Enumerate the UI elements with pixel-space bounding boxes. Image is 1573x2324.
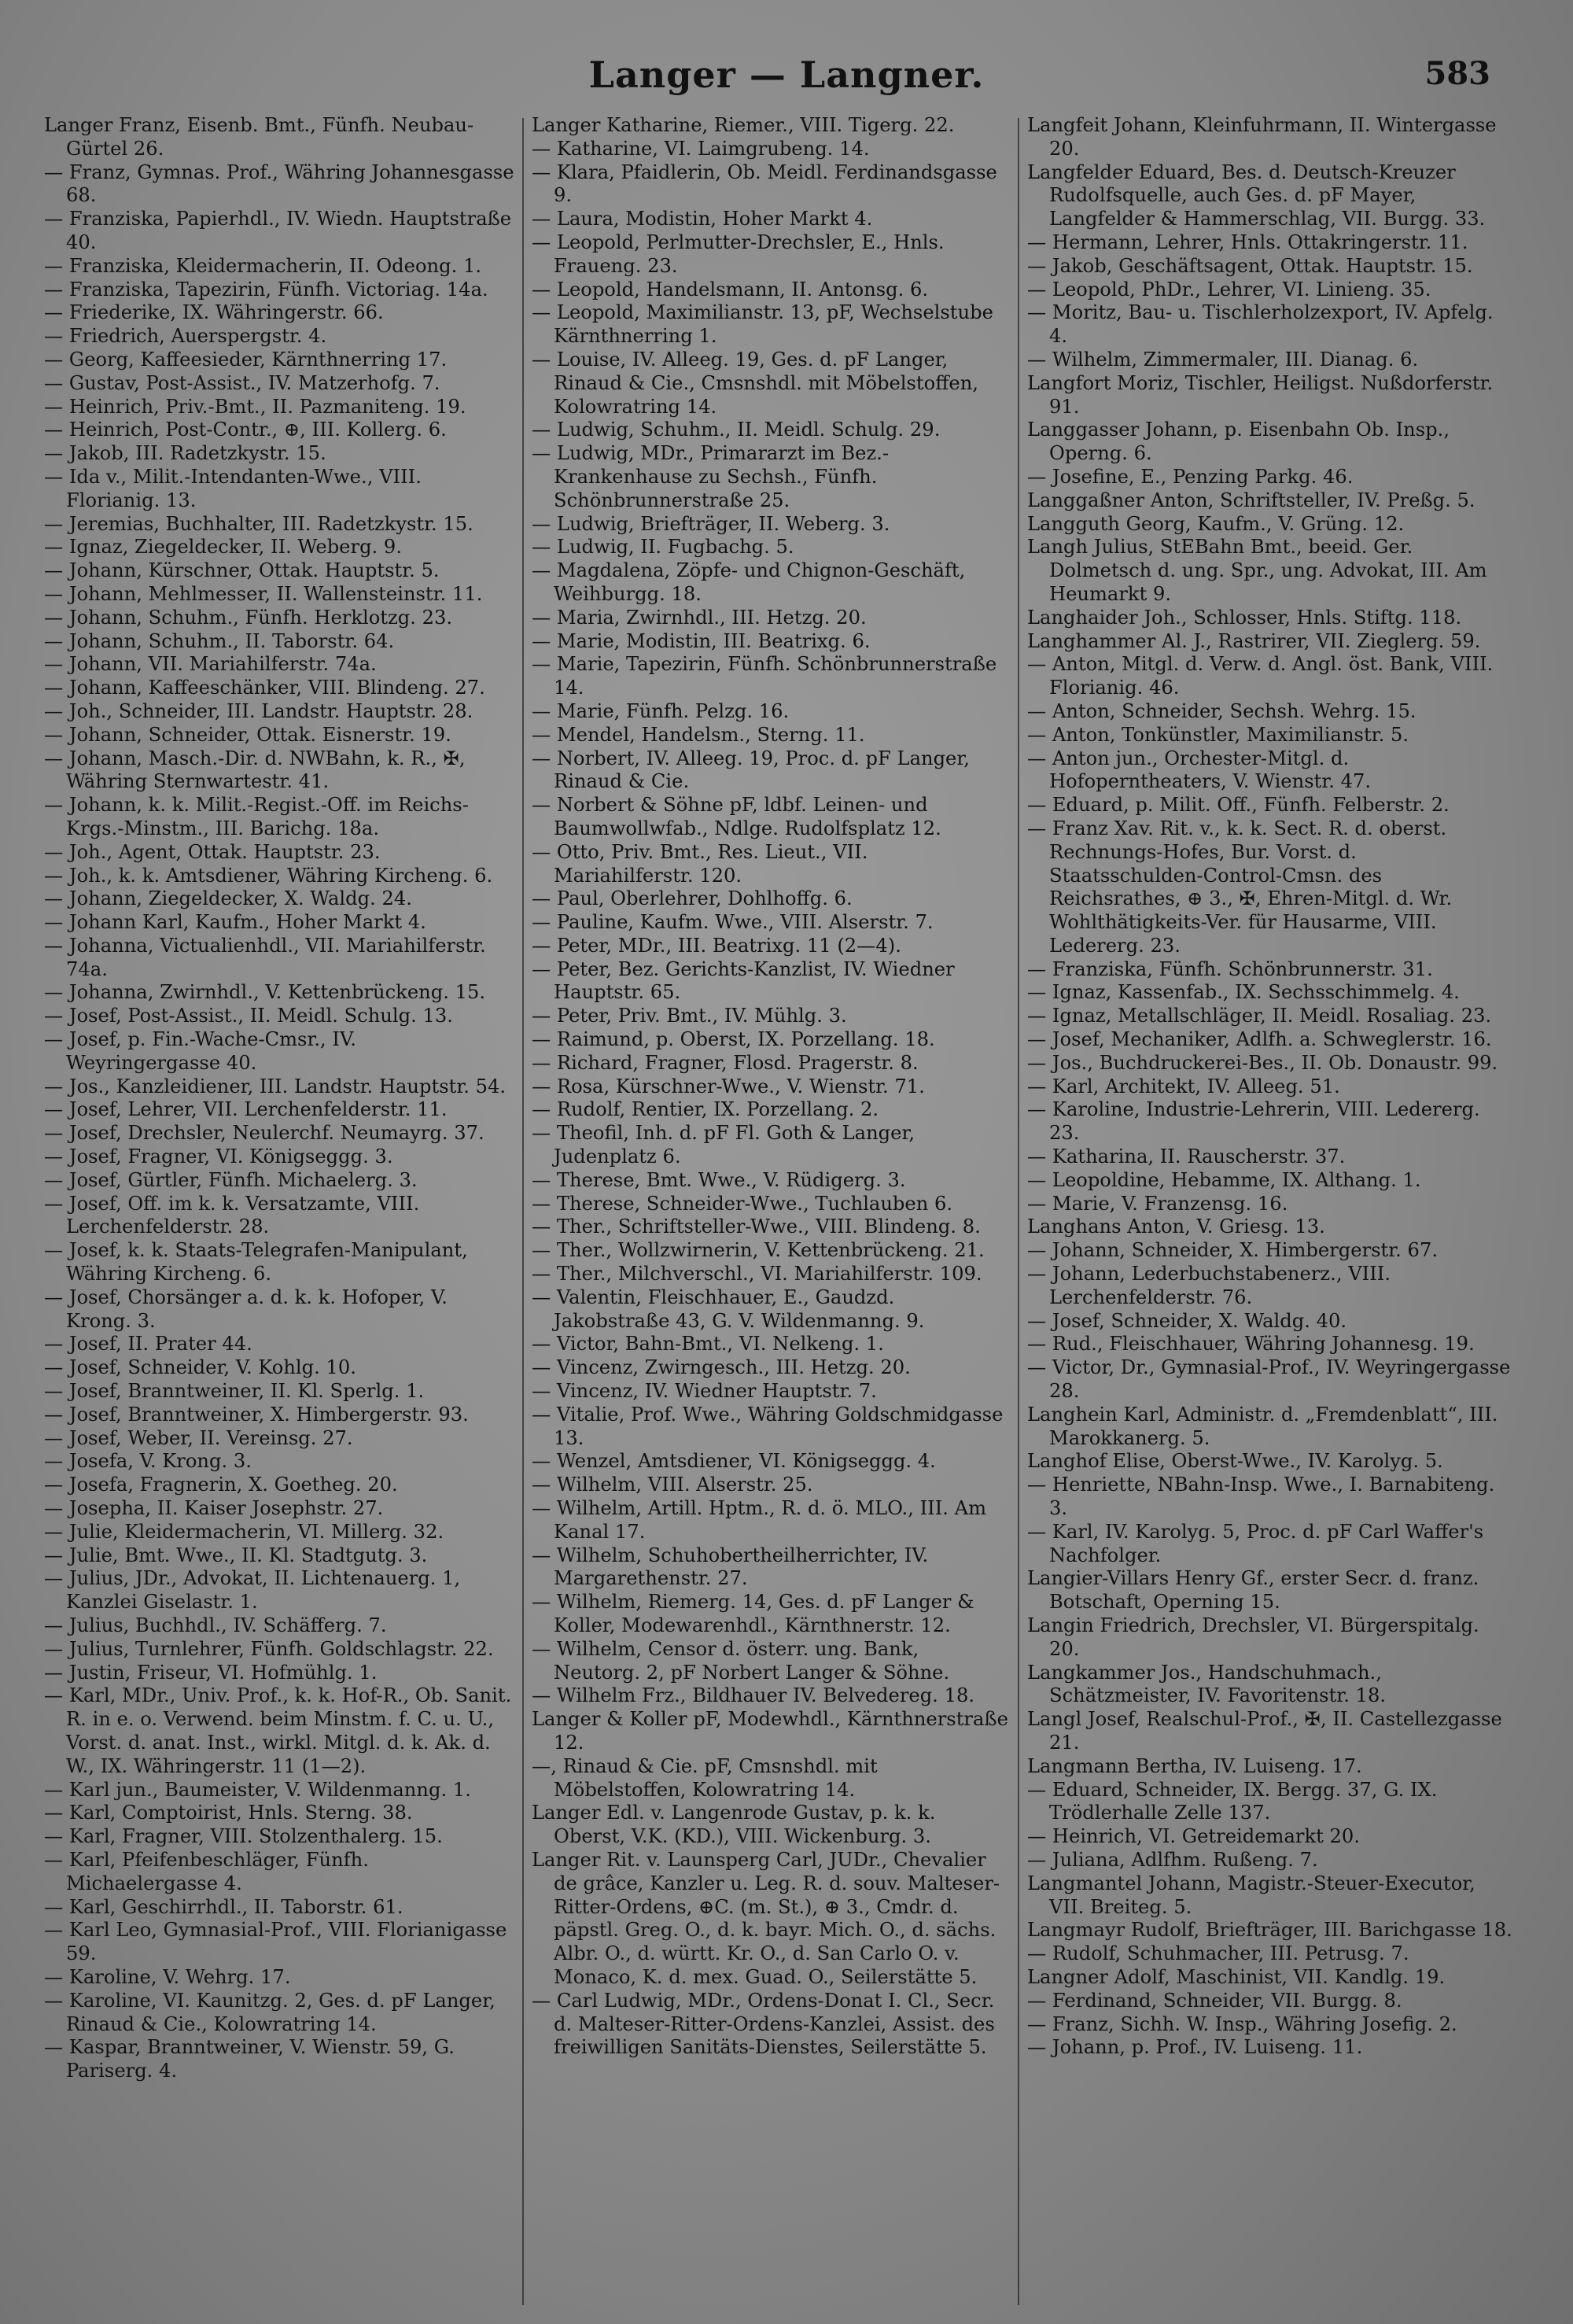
directory-entry: — Josef, Branntweiner, X. Himbergerstr. 93. xyxy=(44,1403,469,1426)
directory-entry: Langfort Moriz, Tischler, Heiligst. Nußdorferstr. 91. xyxy=(1027,371,1494,418)
directory-entry: — Karl Leo, Gymnasial-Prof., VIII. Florianigasse 59. xyxy=(44,1919,507,1965)
directory-entry: — Franziska, Kleidermacherin, II. Odeong. 1. xyxy=(44,254,482,277)
column-middle xyxy=(532,114,1010,2301)
directory-entry: — Johann, p. Prof., IV. Luiseng. 11. xyxy=(1027,2036,1363,2059)
directory-entry: — Franziska, Papierhdl., IV. Wiedn. Hauptstraße 40. xyxy=(44,208,512,253)
directory-entry: Langfeit Johann, Kleinfuhrmann, II. Wintergasse 20. xyxy=(1027,114,1497,160)
directory-entry: — Jos., Kanzleidiener, III. Landstr. Hauptstr. 54. xyxy=(44,1075,507,1097)
directory-entry: — Vitalie, Prof. Wwe., Währing Goldschmidgasse 13. xyxy=(532,1403,1004,1449)
directory-entry: — Josef, Schneider, V. Kohlg. 10. xyxy=(44,1356,356,1379)
directory-entry: Langguth Georg, Kaufm., V. Grüng. 12. xyxy=(1027,512,1405,535)
directory-entry: — Josef, k. k. Staats-Telegrafen-Manipulant, Währing Kircheng. 6. xyxy=(44,1239,468,1286)
directory-entry: — Leopoldine, Hebamme, IX. Althang. 1. xyxy=(1027,1168,1421,1191)
directory-entry: — Jakob, III. Radetzkystr. 15. xyxy=(44,442,326,465)
running-title: Langer — Langner. xyxy=(588,53,985,96)
directory-entry: Langer & Koller pF, Modewhdl., Kärnthnerstraße 12. xyxy=(532,1708,1008,1754)
directory-entry: — Josef, Schneider, X. Waldg. 40. xyxy=(1027,1309,1347,1332)
directory-entry: — Josef, p. Fin.-Wache-Cmsr., IV. Weyringergasse 40. xyxy=(44,1028,356,1074)
directory-entry: — Therese, Bmt. Wwe., V. Rüdigerg. 3. xyxy=(532,1168,906,1191)
directory-entry: Langl Josef, Realschul-Prof., ✠, II. Castellezgasse 21. xyxy=(1027,1708,1502,1754)
directory-entry: — Anton, Mitgl. d. Verw. d. Angl. öst. Bank, VIII. Florianig. 46. xyxy=(1027,653,1494,699)
directory-entry: — Julie, Kleidermacherin, VI. Millerg. 32. xyxy=(44,1520,444,1543)
directory-entry: — Jos., Buchdruckerei-Bes., II. Ob. Donaustr. 99. xyxy=(1027,1051,1498,1074)
directory-entry: — Josef, Fragner, VI. Königseggg. 3. xyxy=(44,1145,393,1168)
directory-entry: — Ther., Wollzwirnerin, V. Kettenbrückeng. 21. xyxy=(532,1239,985,1262)
directory-entry: — Johanna, Zwirnhdl., V. Kettenbrückeng. 15. xyxy=(44,981,486,1004)
directory-entry: — Julius, Turnlehrer, Fünfh. Goldschlagstr. 22. xyxy=(44,1637,494,1660)
directory-entry: — Valentin, Fleischhauer, E., Gaudzd. Jakobstraße 43, G. V. Wildenmanng. 9. xyxy=(532,1286,925,1332)
directory-entry: — Franziska, Tapezirin, Fünfh. Victoriag. 14a. xyxy=(44,278,488,301)
directory-entry: — Leopold, Maximilianstr. 13, pF, Wechselstube Kärnthnerring 1. xyxy=(532,301,993,348)
directory-entry: — Peter, MDr., III. Beatrixg. 11 (2—4). xyxy=(532,934,901,957)
directory-entry: — Mendel, Handelsm., Sterng. 11. xyxy=(532,723,865,746)
directory-entry: Langkammer Jos., Handschuhmach., Schätzmeister, IV. Favoritenstr. 18. xyxy=(1027,1661,1387,1707)
directory-entry: Langgasser Johann, p. Eisenbahn Ob. Insp., Operng. 6. xyxy=(1027,419,1450,465)
directory-entry: — Raimund, p. Oberst, IX. Porzellang. 18. xyxy=(532,1028,935,1051)
directory-entry: — Hermann, Lehrer, Hnls. Ottakringerstr. 11. xyxy=(1027,231,1468,253)
directory-entry: — Therese, Schneider-Wwe., Tuchlauben 6. xyxy=(532,1192,953,1215)
directory-entry: — Gustav, Post-Assist., IV. Matzerhofg. 7. xyxy=(44,371,440,394)
directory-entry: — Johann, Mehlmesser, II. Wallensteinstr. 11. xyxy=(44,582,483,605)
directory-entry: — Friedrich, Auerspergstr. 4. xyxy=(44,325,327,348)
directory-entry: — Ther., Schriftsteller-Wwe., VIII. Blindeng. 8. xyxy=(532,1215,981,1238)
directory-entry: — Karl, Architekt, IV. Alleeg. 51. xyxy=(1027,1075,1340,1097)
directory-entry: — Johann, Schuhm., Fünfh. Herklotzg. 23. xyxy=(44,606,453,629)
directory-entry: — Peter, Bez. Gerichts-Kanzlist, IV. Wiedner Hauptstr. 65. xyxy=(532,957,955,1004)
directory-entry: — Josef, II. Prater 44. xyxy=(44,1333,252,1356)
directory-entry: — Johann, k. k. Milit.-Regist.-Off. im Reichs-Krgs.-Minstm., III. Barichg. 18a. xyxy=(44,794,469,839)
directory-entry: — Victor, Dr., Gymnasial-Prof., IV. Weyringergasse 28. xyxy=(1027,1356,1511,1403)
directory-entry: Langer Edl. v. Langenrode Gustav, p. k. k. Oberst, V.K. (KD.), VIII. Wickenburg. 3. xyxy=(532,1802,936,1848)
directory-entry: Langh Julius, StEBahn Bmt., beeid. Ger. Dolmetsch d. ung. Spr., ung. Advokat, III. Am Heumarkt 9. xyxy=(1027,536,1487,605)
directory-entry: — Ignaz, Metallschläger, II. Meidl. Rosaliag. 23. xyxy=(1027,1005,1492,1027)
directory-entry: — Wilhelm, Riemerg. 14, Ges. d. pF Langer & Koller, Modewarenhdl., Kärnthnerstr. 12. xyxy=(532,1591,974,1636)
directory-entry: Langfelder Eduard, Bes. d. Deutsch-Kreuzer Rudolfsquelle, auch Ges. d. pF Mayer, Langfelder & Hammerschlag, VII. Burgg. 33. xyxy=(1027,160,1486,231)
directory-entry: — Eduard, p. Milit. Off., Fünfh. Felberstr. 2. xyxy=(1027,794,1450,817)
directory-entry: — Paul, Oberlehrer, Dohlhoffg. 6. xyxy=(532,887,853,910)
directory-entry: Langmann Bertha, IV. Luiseng. 17. xyxy=(1027,1754,1362,1777)
directory-entry: — Julius, JDr., Advokat, II. Lichtenauerg. 1, Kanzlei Giselastr. 1. xyxy=(44,1567,461,1614)
directory-entry: — Franz Xav. Rit. v., k. k. Sect. R. d. oberst. Rechnungs-Hofes, Bur. Vorst. d. Staatsschulden-Control-Cmsn. des Reichsrathes, ⊕ 3., ✠, Ehren-Mitgl. d. Wr. Wohlthätigkeits-Ver. für Hausarme, VIII. Ledererg. 23. xyxy=(1027,817,1453,957)
directory-entry: Langer Rit. v. Launsperg Carl, JUDr., Chevalier de grâce, Kanzler u. Leg. R. d. souv. Malteser-Ritter-Ordens, ⊕C. (m. St.), ⊕ 3., Cmdr. d. päpstl. Greg. O., d. k. bayr. Mich. O., d. sächs. Albr. O., d. württ. Kr. O., d. San Carlo O. v. Monaco, K. d. mex. Guad. O., Seilerstätte 5. xyxy=(532,1848,1000,1988)
directory-entry: — Ferdinand, Schneider, VII. Burgg. 8. xyxy=(1027,1989,1402,2012)
directory-entry: — Franz, Gymnas. Prof., Währing Johannesgasse 68. xyxy=(44,160,514,207)
directory-entry: — Richard, Fragner, Flosd. Pragerstr. 8. xyxy=(532,1051,919,1074)
directory-entry: Langhans Anton, V. Griesg. 13. xyxy=(1027,1215,1325,1238)
directory-entry: — Klara, Pfaidlerin, Ob. Meidl. Ferdinandsgasse 9. xyxy=(532,160,997,207)
directory-entry: — Katharina, II. Rauscherstr. 37. xyxy=(1027,1145,1346,1168)
directory-entry: Langner Adolf, Maschinist, VII. Kandlg. 19. xyxy=(1027,1965,1446,1988)
directory-entry: — Vincenz, IV. Wiedner Hauptstr. 7. xyxy=(532,1380,877,1403)
directory-entry: Langhein Karl, Administr. d. „Fremdenblatt“, III. Marokkanerg. 5. xyxy=(1027,1403,1498,1449)
directory-entry: — Johann, Masch.-Dir. d. NWBahn, k. R., ✠, Währing Sternwartestr. 41. xyxy=(44,747,466,793)
directory-entry: — Norbert & Söhne pF, ldbf. Leinen- und Baumwollwfab., Ndlge. Rudolfsplatz 12. xyxy=(532,794,941,839)
directory-entry: — Ludwig, Schuhm., II. Meidl. Schulg. 29. xyxy=(532,419,941,441)
directory-entry: — Josefa, V. Krong. 3. xyxy=(44,1450,252,1473)
directory-entry: —, Rinaud & Cie. pF, Cmsnshdl. mit Möbelstoffen, Kolowratring 14. xyxy=(532,1754,878,1801)
directory-entry: — Heinrich, Priv.-Bmt., II. Pazmaniteng. 19. xyxy=(44,395,466,418)
directory-entry: — Anton, Tonkünstler, Maximilianstr. 5. xyxy=(1027,723,1409,746)
directory-entry: — Ludwig, II. Fugbachg. 5. xyxy=(532,536,794,559)
directory-entry: — Leopold, PhDr., Lehrer, VI. Linieng. 35. xyxy=(1027,278,1431,301)
directory-entry: — Joh., Agent, Ottak. Hauptstr. 23. xyxy=(44,840,381,863)
directory-entry: — Josef, Drechsler, Neulerchf. Neumayrg. 37. xyxy=(44,1122,484,1145)
directory-entry: — Anton, Schneider, Sechsh. Wehrg. 15. xyxy=(1027,699,1416,722)
directory-entry: — Josef, Post-Assist., II. Meidl. Schulg. 13. xyxy=(44,1005,453,1027)
directory-entry: Langgaßner Anton, Schriftsteller, IV. Preßg. 5. xyxy=(1027,489,1475,511)
directory-entry: — Karl, Pfeifenbeschläger, Fünfh. Michaelergasse 4. xyxy=(44,1848,369,1894)
directory-entry: — Ignaz, Ziegeldecker, II. Weberg. 9. xyxy=(44,536,403,559)
directory-entry: — Karl, Comptoirist, Hnls. Sterng. 38. xyxy=(44,1802,413,1824)
directory-entry: — Carl Ludwig, MDr., Ordens-Donat I. Cl., Secr. d. Malteser-Ritter-Ordens-Kanzlei, Assist. des freiwilligen Sanitäts-Dienstes, Seilerstätte 5. xyxy=(532,1989,995,2059)
directory-entry: — Julius, Buchhdl., IV. Schäfferg. 7. xyxy=(44,1614,387,1636)
directory-entry: — Moritz, Bau- u. Tischlerholzexport, IV. Apfelg. 4. xyxy=(1027,301,1494,348)
page-number: 583 xyxy=(1424,55,1490,92)
column-left xyxy=(44,114,514,2301)
directory-entry: Langhammer Al. J., Rastrirer, VII. Zieglerg. 59. xyxy=(1027,629,1481,652)
directory-entry: — Norbert, IV. Alleeg. 19, Proc. d. pF Langer, Rinaud & Cie. xyxy=(532,747,970,793)
directory-entry: Langhaider Joh., Schlosser, Hnls. Stiftg. 118. xyxy=(1027,606,1462,629)
directory-entry: — Heinrich, Post-Contr., ⊕, III. Kollerg. 6. xyxy=(44,419,447,441)
directory-entry: — Wilhelm, Schuhobertheilherrichter, IV. Margarethenstr. 27. xyxy=(532,1544,929,1590)
directory-entry: — Karoline, V. Wehrg. 17. xyxy=(44,1965,291,1988)
directory-entry: — Rosa, Kürschner-Wwe., V. Wienstr. 71. xyxy=(532,1075,925,1097)
directory-entry: — Franziska, Fünfh. Schönbrunnerstr. 31. xyxy=(1027,957,1433,980)
directory-entry: — Johann, Lederbuchstabenerz., VIII. Lerchenfelderstr. 76. xyxy=(1027,1263,1391,1308)
directory-entry: — Johann, Kaffeeschänker, VIII. Blindeng. 27. xyxy=(44,677,485,699)
directory-entry: — Friederike, IX. Währingerstr. 66. xyxy=(44,301,384,324)
directory-entry: Langhof Elise, Oberst-Wwe., IV. Karolyg. 5. xyxy=(1027,1450,1443,1473)
directory-entry: — Johann, Schuhm., II. Taborstr. 64. xyxy=(44,629,395,652)
directory-entry: — Rud., Fleischhauer, Währing Johannesg. 19. xyxy=(1027,1333,1475,1356)
directory-entry: Langier-Villars Henry Gf., erster Secr. d. franz. Botschaft, Operning 15. xyxy=(1027,1567,1479,1614)
directory-entry: — Johann, Ziegeldecker, X. Waldg. 24. xyxy=(44,887,412,910)
directory-entry: — Josef, Gürtler, Fünfh. Michaelerg. 3. xyxy=(44,1168,418,1191)
directory-entry: — Karoline, VI. Kaunitzg. 2, Ges. d. pF Langer, Rinaud & Cie., Kolowratring 14. xyxy=(44,1989,495,2035)
directory-entry: — Rudolf, Schuhmacher, III. Petrusg. 7. xyxy=(1027,1942,1409,1965)
directory-entry: — Theofil, Inh. d. pF Fl. Goth & Langer, Judenplatz 6. xyxy=(532,1122,915,1168)
directory-entry: — Johann, Schneider, Ottak. Eisnerstr. 19. xyxy=(44,723,451,746)
directory-entry: — Wilhelm Frz., Bildhauer IV. Belvedereg. 18. xyxy=(532,1684,975,1707)
column-right xyxy=(1027,114,1515,2301)
directory-entry: — Pauline, Kaufm. Wwe., VIII. Alserstr. 7. xyxy=(532,911,934,934)
directory-entry: Langmantel Johann, Magistr.-Steuer-Executor, VII. Breiteg. 5. xyxy=(1027,1872,1475,1918)
directory-entry: — Wilhelm, VIII. Alserstr. 25. xyxy=(532,1474,813,1496)
directory-entry: — Karoline, Industrie-Lehrerin, VIII. Ledererg. 23. xyxy=(1027,1098,1480,1145)
directory-entry: — Franz, Sichh. W. Insp., Währing Josefig. 2. xyxy=(1027,2012,1457,2035)
directory-entry: — Jeremias, Buchhalter, III. Radetzkystr. 15. xyxy=(44,512,473,535)
directory-entry: — Johann, Kürschner, Ottak. Hauptstr. 5. xyxy=(44,559,440,582)
directory-entry: — Jakob, Geschäftsagent, Ottak. Hauptstr. 15. xyxy=(1027,254,1473,277)
directory-entry: — Vincenz, Zwirngesch., III. Hetzg. 20. xyxy=(532,1356,911,1379)
directory-entry: — Wilhelm, Zimmermaler, III. Dianag. 6. xyxy=(1027,348,1419,371)
column-divider xyxy=(522,118,524,2305)
directory-entry: — Ludwig, MDr., Primararzt im Bez.-Krankenhause zu Sechsh., Fünfh. Schönbrunnerstraße 25. xyxy=(532,442,890,511)
directory-entry: — Karl, MDr., Univ. Prof., k. k. Hof-R., Ob. Sanit. R. in e. o. Verwend. beim Minstm. f. C. u. U., Vorst. d. anat. Inst., wirkl. Mitgl. d. k. Ak. d. W., IX. Währingerstr. 11 (1—2). xyxy=(44,1684,512,1777)
directory-entry: — Juliana, Adlfhm. Rußeng. 7. xyxy=(1027,1848,1318,1871)
directory-entry: — Henriette, NBahn-Insp. Wwe., I. Barnabiteng. 3. xyxy=(1027,1474,1495,1520)
directory-entry: — Louise, IV. Alleeg. 19, Ges. d. pF Langer, Rinaud & Cie., Cmsnshdl. mit Möbelstoffen, Kolowratring 14. xyxy=(532,348,978,418)
directory-entry: — Ludwig, Briefträger, II. Weberg. 3. xyxy=(532,512,890,535)
directory-entry: — Justin, Friseur, VI. Hofmühlg. 1. xyxy=(44,1661,378,1684)
directory-entry: — Maria, Zwirnhdl., III. Hetzg. 20. xyxy=(532,606,867,629)
directory-entry: — Leopold, Perlmutter-Drechsler, E., Hnls. Fraueng. 23. xyxy=(532,231,945,277)
directory-entry: — Ignaz, Kassenfab., IX. Sechsschimmelg. 4. xyxy=(1027,981,1460,1004)
directory-entry: — Marie, Tapezirin, Fünfh. Schönbrunnerstraße 14. xyxy=(532,653,997,699)
column-divider xyxy=(1018,118,1019,2305)
directory-entry: — Magdalena, Zöpfe- und Chignon-Geschäft, Weihburgg. 18. xyxy=(532,559,966,605)
directory-entry: — Josef, Chorsänger a. d. k. k. Hofoper, V. Krong. 3. xyxy=(44,1286,448,1332)
directory-entry: — Karl, IV. Karolyg. 5, Proc. d. pF Carl Waffer's Nachfolger. xyxy=(1027,1520,1484,1566)
directory-entry: — Marie, Fünfh. Pelzg. 16. xyxy=(532,699,790,722)
directory-entry: — Josefa, Fragnerin, X. Goetheg. 20. xyxy=(44,1474,398,1496)
directory-entry: — Johann, Schneider, X. Himbergerstr. 67. xyxy=(1027,1239,1439,1262)
directory-entry: — Josef, Mechaniker, Adlfh. a. Schweglerstr. 16. xyxy=(1027,1028,1492,1051)
directory-entry: — Josef, Off. im k. k. Versatzamte, VIII. Lerchenfelderstr. 28. xyxy=(44,1192,420,1238)
directory-entry: — Marie, V. Franzensg. 16. xyxy=(1027,1192,1288,1215)
directory-entry: — Eduard, Schneider, IX. Bergg. 37, G. IX. Trödlerhalle Zelle 137. xyxy=(1027,1778,1438,1824)
directory-entry: — Josefine, E., Penzing Parkg. 46. xyxy=(1027,465,1354,488)
directory-entry: — Josef, Lehrer, VII. Lerchenfelderstr. 11. xyxy=(44,1098,448,1121)
directory-entry: — Wilhelm, Censor d. österr. ung. Bank, Neutorg. 2, pF Norbert Langer & Söhne. xyxy=(532,1637,950,1684)
directory-entry: Langer Franz, Eisenb. Bmt., Fünfh. Neubau-Gürtel 26. xyxy=(44,114,474,160)
directory-entry: — Julie, Bmt. Wwe., II. Kl. Stadtgutg. 3. xyxy=(44,1544,428,1566)
directory-entry: — Josef, Weber, II. Vereinsg. 27. xyxy=(44,1426,353,1449)
directory-entry: — Otto, Priv. Bmt., Res. Lieut., VII. Mariahilferstr. 120. xyxy=(532,840,868,887)
directory-entry: — Wenzel, Amtsdiener, VI. Königseggg. 4. xyxy=(532,1450,936,1473)
directory-entry: — Rudolf, Rentier, IX. Porzellang. 2. xyxy=(532,1098,879,1121)
directory-entry: — Laura, Modistin, Hoher Markt 4. xyxy=(532,208,873,231)
directory-entry: — Joh., k. k. Amtsdiener, Währing Kircheng. 6. xyxy=(44,864,493,887)
directory-entry: — Johann, VII. Mariahilferstr. 74a. xyxy=(44,653,377,676)
directory-entry: — Wilhelm, Artill. Hptm., R. d. ö. MLO., III. Am Kanal 17. xyxy=(532,1497,987,1543)
directory-entry: — Johanna, Victualienhdl., VII. Mariahilferstr. 74a. xyxy=(44,934,486,980)
directory-entry: — Josef, Branntweiner, II. Kl. Sperlg. 1. xyxy=(44,1380,425,1403)
directory-entry: — Marie, Modistin, III. Beatrixg. 6. xyxy=(532,629,871,652)
directory-entry: — Ida v., Milit.-Intendanten-Wwe., VIII. Florianig. 13. xyxy=(44,465,422,511)
directory-entry: — Peter, Priv. Bmt., IV. Mühlg. 3. xyxy=(532,1005,847,1027)
directory-entry: Langin Friedrich, Drechsler, VI. Bürgerspitalg. 20. xyxy=(1027,1614,1479,1660)
directory-entry: — Heinrich, VI. Getreidemarkt 20. xyxy=(1027,1825,1361,1848)
directory-entry: — Georg, Kaffeesieder, Kärnthnerring 17. xyxy=(44,348,448,371)
directory-entry: — Ther., Milchverschl., VI. Mariahilferstr. 109. xyxy=(532,1263,982,1286)
directory-entry: — Katharine, VI. Laimgrubeng. 14. xyxy=(532,137,870,160)
directory-entry: — Joh., Schneider, III. Landstr. Hauptstr. 28. xyxy=(44,699,473,722)
directory-entry: Langer Katharine, Riemer., VIII. Tigerg. 22. xyxy=(532,114,955,136)
directory-entry: — Karl jun., Baumeister, V. Wildenmanng. 1. xyxy=(44,1778,471,1801)
directory-entry: — Leopold, Handelsmann, II. Antonsg. 6. xyxy=(532,278,929,301)
directory-entry: — Karl, Geschirrhdl., II. Taborstr. 61. xyxy=(44,1895,403,1918)
directory-entry: — Karl, Fragner, VIII. Stolzenthalerg. 15. xyxy=(44,1825,443,1848)
directory-entry: — Johann Karl, Kaufm., Hoher Markt 4. xyxy=(44,911,426,934)
directory-entry: — Kaspar, Branntweiner, V. Wienstr. 59, G. Pariserg. 4. xyxy=(44,2036,455,2082)
directory-entry: Langmayr Rudolf, Briefträger, III. Barichgasse 18. xyxy=(1027,1919,1512,1942)
directory-entry: — Anton jun., Orchester-Mitgl. d. Hofoperntheaters, V. Wienstr. 47. xyxy=(1027,747,1372,793)
directory-entry: — Victor, Bahn-Bmt., VI. Nelkeng. 1. xyxy=(532,1333,884,1356)
directory-entry: — Josepha, II. Kaiser Josephstr. 27. xyxy=(44,1497,384,1520)
